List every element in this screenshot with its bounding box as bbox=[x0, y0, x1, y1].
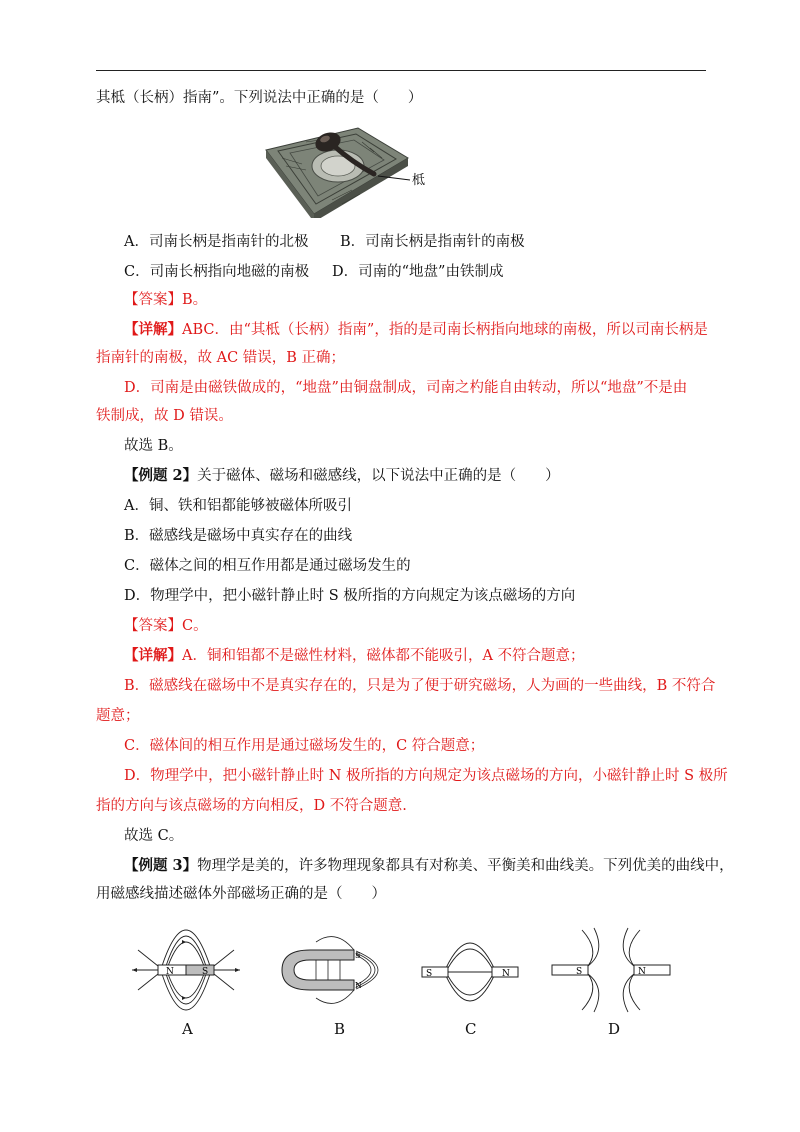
q2-detail-d1: D．物理学中，把小磁针静止时 N 极所指的方向规定为该点磁场的方向，小磁针静止时 S 极所 bbox=[124, 768, 728, 784]
pole-n: N bbox=[355, 981, 362, 990]
pole-n: N bbox=[166, 967, 174, 977]
q2-option-a: A．铜、铁和铝都能够被磁体所吸引 bbox=[124, 498, 352, 514]
figure-b-horseshoe-magnet bbox=[276, 922, 402, 1018]
q1-option-a: A．司南长柄是指南针的北极 bbox=[124, 234, 309, 250]
q1-detail-2b: 铁制成，故 D 错误。 bbox=[96, 408, 233, 424]
q2-conclusion: 故选 C。 bbox=[124, 828, 184, 844]
pole-n: N bbox=[502, 969, 510, 979]
figure-c-magnet bbox=[418, 926, 522, 1018]
figure-label-b: B bbox=[334, 1020, 346, 1038]
detail-text: ABC．由“其柢（长柄）指南”，指的是司南长柄指向地球的南极，所以司南长柄是 bbox=[182, 322, 708, 338]
q2-option-c: C．磁体之间的相互作用都是通过磁场发生的 bbox=[124, 558, 411, 574]
q2-tag: 【例题 2】 bbox=[124, 467, 198, 484]
q3-stem-text: 物理学是美的，许多物理现象都具有对称美、平衡美和曲线美。下列优美的曲线中， bbox=[197, 858, 734, 874]
q2-stem-text: 关于磁体、磁场和磁感线，以下说法中正确的是（ ） bbox=[197, 468, 560, 484]
q2-detail-b2: 题意； bbox=[96, 708, 140, 724]
q2-option-d: D．物理学中，把小磁针静止时 S 极所指的方向规定为该点磁场的方向 bbox=[124, 588, 576, 604]
pole-s: S bbox=[576, 967, 583, 977]
header-rule bbox=[96, 70, 706, 71]
q2-detail-b1: B．磁感线在磁场中不是真实存在的，只是为了便于研究磁场，人为画的一些曲线，B 不符合 bbox=[124, 678, 716, 694]
pole-s: S bbox=[202, 967, 209, 977]
figure-label-d: D bbox=[608, 1020, 621, 1038]
figure-a-bar-magnet bbox=[128, 926, 244, 1016]
q3-tag: 【例题 3】 bbox=[124, 857, 198, 874]
q1-option-c: C．司南长柄指向地磁的南极 bbox=[124, 264, 310, 280]
q2-answer: 【答案】C。 bbox=[124, 618, 208, 634]
q2-detail-d2: 指的方向与该点磁场的方向相反，D 不符合题意. bbox=[96, 798, 407, 814]
q1-option-d: D．司南的“地盘”由铁制成 bbox=[332, 264, 504, 280]
q1-option-b: B．司南长柄是指南针的南极 bbox=[340, 234, 525, 250]
q1-detail-1a bbox=[124, 320, 708, 340]
q1-conclusion: 故选 B。 bbox=[124, 438, 183, 454]
q1-stem: 其柢（长柄）指南”。下列说法中正确的是（ ） bbox=[96, 90, 423, 106]
sinan-compass-image bbox=[262, 118, 442, 218]
pole-s: S bbox=[355, 951, 361, 960]
pole-s: S bbox=[426, 969, 433, 979]
q1-answer: 【答案】B。 bbox=[124, 292, 208, 308]
q2-option-b: B．磁感线是磁场中真实存在的曲线 bbox=[124, 528, 353, 544]
q1-detail-1b: 指南针的南极，故 AC 错误，B 正确； bbox=[96, 350, 346, 366]
detail-tag: 【详解】 bbox=[124, 321, 182, 338]
figure-label-c: C bbox=[465, 1020, 477, 1038]
q3-stem-2: 用磁感线描述磁体外部磁场正确的是（ ） bbox=[96, 886, 386, 902]
q2-stem bbox=[124, 466, 560, 486]
q1-detail-2a: D．司南是由磁铁做成的，“地盘”由铜盘制成，司南之杓能自由转动，所以“地盘”不是由 bbox=[124, 380, 688, 396]
q2-detail-c: C．磁体间的相互作用是通过磁场发生的，C 符合题意； bbox=[124, 738, 485, 754]
pole-n: N bbox=[638, 967, 646, 977]
q2-detail-a bbox=[124, 646, 585, 666]
detail-text: A．铜和铝都不是磁性材料，磁体都不能吸引，A 不符合题意； bbox=[182, 648, 585, 664]
q3-stem-1 bbox=[124, 856, 734, 876]
figure-d-like-poles bbox=[546, 922, 676, 1018]
figure-label-a: A bbox=[182, 1020, 193, 1038]
handle-label: 柢 bbox=[412, 173, 426, 188]
detail-tag: 【详解】 bbox=[124, 647, 182, 664]
